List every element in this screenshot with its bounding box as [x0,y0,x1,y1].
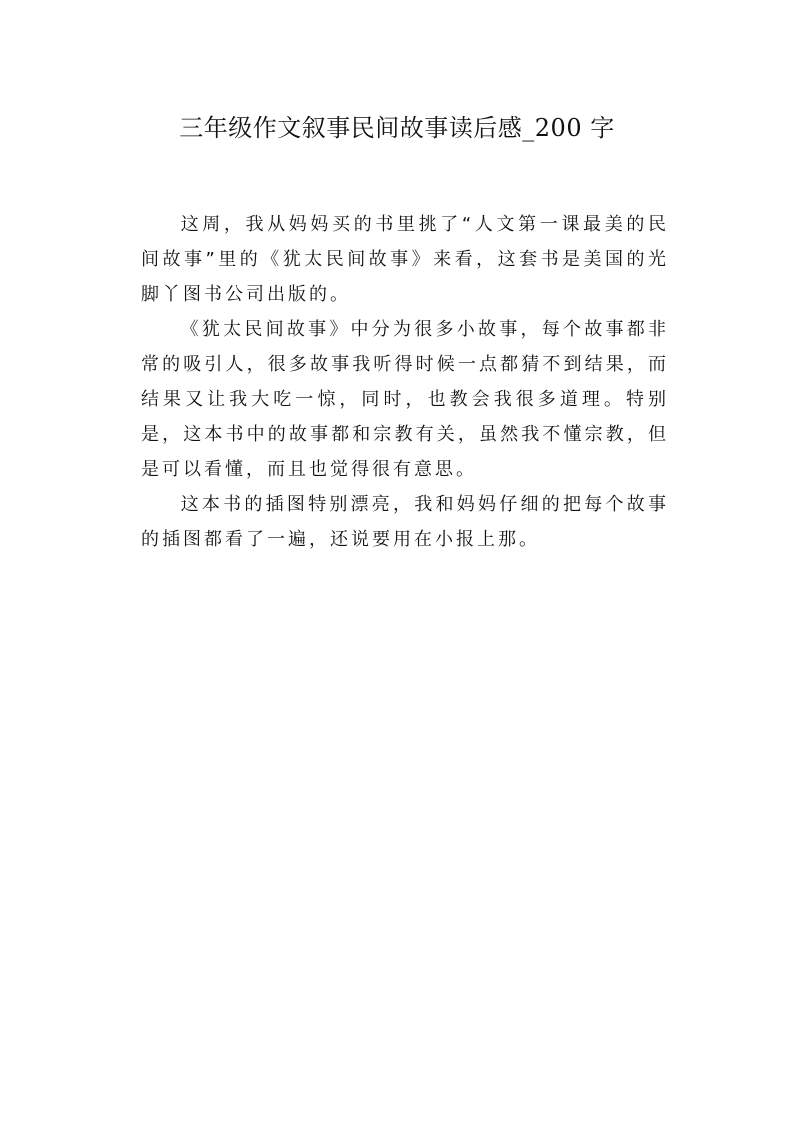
paragraph-2: 《犹太民间故事》中分为很多小故事，每个故事都非常的吸引人，很多故事我听得时候一点都猜不到结果，而结果又让我大吃一惊，同时，也教会我很多道理。特别是，这本书中的故事都和宗教有关，虽然我不懂宗教，但是可以看懂，而且也觉得很有意思。 [141,319,669,480]
document-title: 三年级作文叙事民间故事读后感_200 字 [179,114,615,142]
paragraph-1: 这周，我从妈妈买的书里挑了“人文第一课最美的民间故事”里的《犹太民间故事》来看，这套书是美国的光脚丫图书公司出版的。 [141,214,669,305]
paragraph-3: 这本书的插图特别漂亮，我和妈妈仔细的把每个故事的插图都看了一遍，还说要用在小报上那。 [141,494,669,550]
document-body [141,207,669,557]
